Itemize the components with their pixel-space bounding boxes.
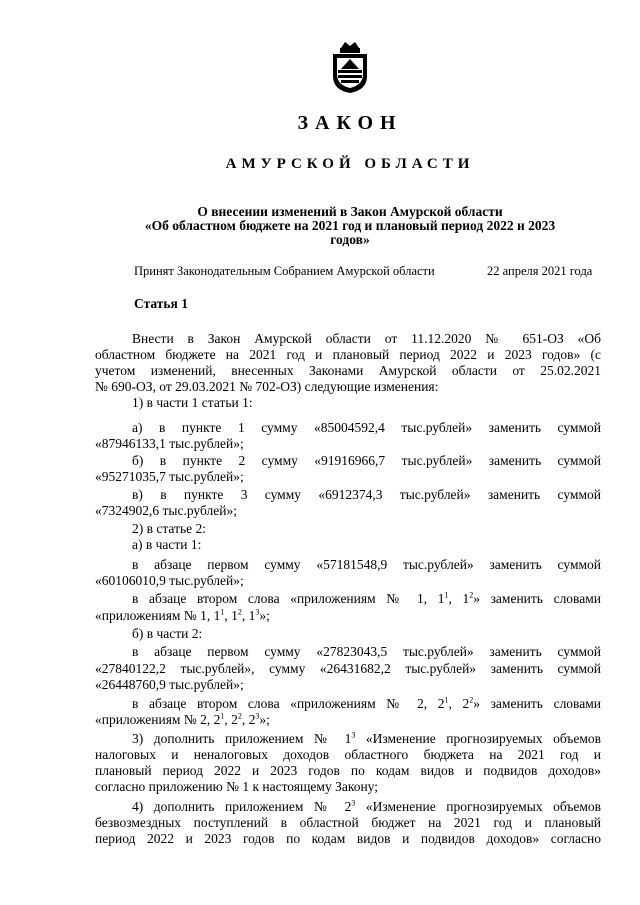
text-line: «приложениям № 1, $1^1$, $1^2$, $1^3$»;: [95, 607, 270, 623]
text-line: 1) в части 1 статьи 1:: [132, 395, 253, 410]
coat-of-arms-icon: [329, 40, 371, 94]
text-line: согласно приложению № 1 к настоящему Закону;: [95, 779, 378, 794]
text-line: в абзаце первом сумму «27823043,5 тыс.рублей» заменить суммой: [132, 644, 601, 659]
text-line: «26448760,9 тыс.рублей»;: [95, 677, 244, 692]
text-line: учетом изменений, внесенных Законами Амурской области от 25.02.2021: [95, 363, 601, 378]
document-title: ЗАКОН: [297, 112, 403, 134]
text-line: б) в части 2:: [132, 626, 203, 641]
text-line: «87946133,1 тыс.рублей»;: [95, 436, 244, 451]
article-heading: Статья 1: [134, 296, 188, 311]
text-line: «приложениям № 2, $2^1$, $2^2$, $2^3$»;: [95, 711, 270, 727]
text-line: «27840122,2 тыс.рублей», сумму «26431682,2 тыс.рублей» заменить суммой: [95, 661, 601, 676]
text-line: 3) дополнить приложением № $1^3$ «Изменение прогнозируемых объемов: [132, 730, 601, 746]
text-line: плановый период 2022 и 2023 годов по кодам видов и подвидов доходов»: [95, 763, 601, 778]
text-line: в) в пункте 3 сумму «6912374,3 тыс.рублей» заменить суммой: [132, 487, 601, 502]
subtitle-line: годов»: [330, 232, 370, 247]
text-line: № 690-ОЗ, от 29.03.2021 № 702-ОЗ) следующие изменения:: [95, 379, 439, 394]
text-line: в абзаце первом сумму «57181548,9 тыс.рублей» заменить суммой: [132, 557, 601, 572]
text-line: 2) в статье 2:: [132, 521, 206, 536]
text-line: период 2022 и 2023 годов по кодам видов и подвидов доходов» согласно: [95, 831, 601, 846]
text-line: а) в части 1:: [132, 537, 202, 552]
text-line: «60106010,9 тыс.рублей»;: [95, 573, 244, 588]
subtitle-line: «Об областном бюджете на 2021 год и плановый период 2022 и 2023: [144, 218, 556, 233]
text-line: налоговых и неналоговых доходов областного бюджета на 2021 год и: [95, 747, 601, 762]
text-line: областном бюджете на 2021 год и плановый период 2022 и 2023 годов» (с: [95, 347, 601, 362]
text-line: «7324902,6 тыс.рублей»;: [95, 503, 237, 518]
region-name: АМУРСКОЙ ОБЛАСТИ: [225, 156, 475, 172]
subtitle-line: О внесении изменений в Закон Амурской области: [197, 204, 503, 219]
text-line: в абзаце втором слова «приложениям № 2, $2^1$, $2^2$» заменить словами: [132, 695, 602, 711]
adoption-date: 22 апреля 2021 года: [487, 264, 593, 278]
text-line: 4) дополнить приложением № $2^3$ «Изменение прогнозируемых объемов: [132, 798, 601, 814]
text-line: безвозмездных поступлений в областной бюджет на 2021 год и плановый: [95, 815, 601, 830]
adopted-by: Принят Законодательным Собранием Амурской области: [134, 264, 435, 278]
text-line: «95271035,7 тыс.рублей»;: [95, 469, 244, 484]
text-line: б) в пункте 2 сумму «91916966,7 тыс.рублей» заменить суммой: [132, 453, 601, 468]
text-line: в абзаце втором слова «приложениям № 1, $1^1$, $1^2$» заменить словами: [132, 590, 602, 606]
text-line: Внести в Закон Амурской области от 11.12.2020 № 651-ОЗ «Об: [132, 331, 601, 346]
text-line: а) в пункте 1 сумму «85004592,4 тыс.рублей» заменить суммой: [132, 420, 601, 435]
